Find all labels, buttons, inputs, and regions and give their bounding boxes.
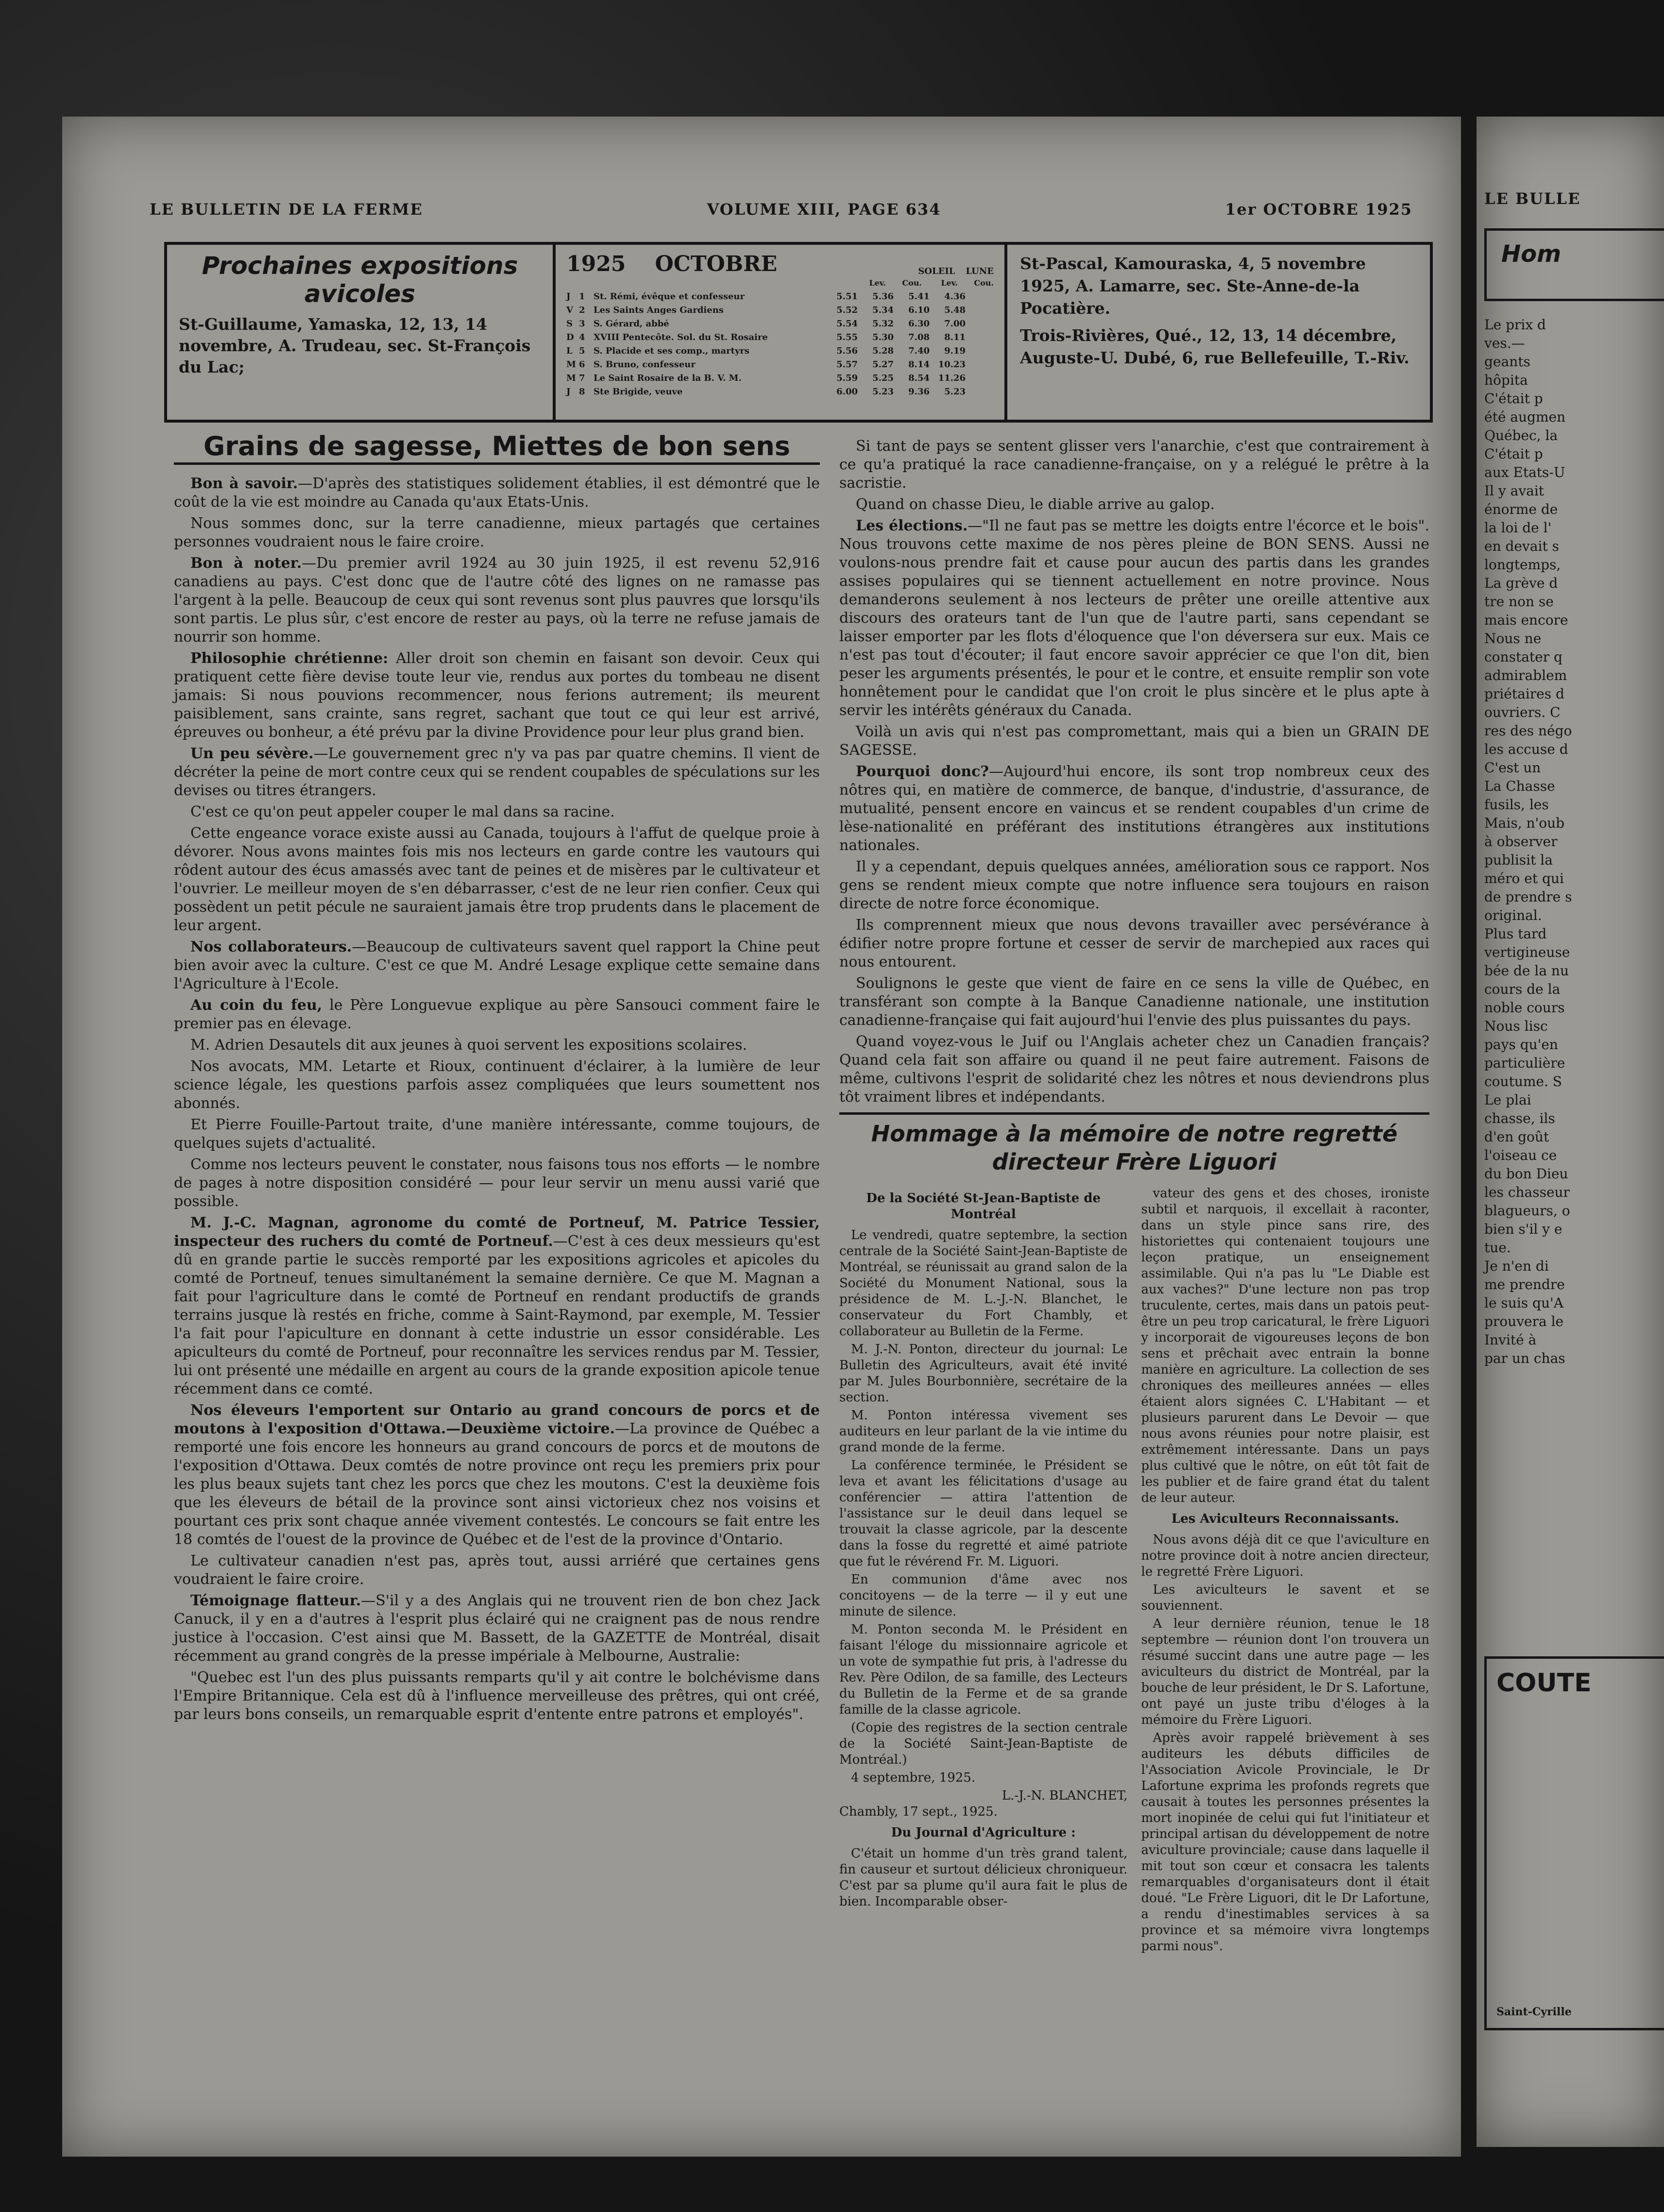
left-paragraph-text: Comme nos lecteurs peuvent le constater, nous faisons tous nos efforts — le nombre de pages à notre disposition considéré — pour leur servir un menu aussi varié que possible. — [174, 1156, 820, 1210]
right-paragraphs — [839, 437, 1429, 1106]
calendar-cell: 5.52 — [836, 305, 858, 315]
left-paragraph-lead: Bon à noter. — [190, 555, 302, 572]
exhibitions-box — [164, 242, 1433, 423]
ssjb-paragraphs — [839, 1227, 1128, 1786]
calendar-cell: Ste Brigide, veuve — [594, 387, 683, 397]
adjacent-line: blagueurs, o — [1484, 1203, 1570, 1219]
hommage-title: Hommage à la mémoire de notre regretté directeur Frère Liguori — [871, 1121, 1398, 1175]
left-paragraph-lead: Nos collaborateurs. — [190, 938, 352, 955]
calendar-cell: M — [566, 359, 576, 370]
adjacent-line: Le prix d — [1484, 317, 1546, 333]
adjacent-line: énorme de — [1484, 501, 1558, 517]
calendar-cell: 5.28 — [872, 346, 894, 356]
adjacent-line: méro et qui — [1484, 870, 1564, 886]
adjacent-ad-head: COUTE — [1496, 1668, 1592, 1698]
calendar-cell: 6.10 — [908, 305, 930, 315]
calendar-row — [566, 317, 994, 331]
adjacent-line: chasse, ils — [1484, 1110, 1555, 1126]
right-paragraph-text: Ils comprennent mieux que nous devons travailler avec persévérance à édifier notre propre fortune et cesser de servir de marchepied aux races qui nous entourent. — [839, 917, 1429, 970]
left-paragraph-lead: Témoignage flatteur. — [190, 1592, 361, 1609]
calendar-cell: 5.25 — [872, 373, 894, 383]
left-paragraph — [174, 1057, 820, 1113]
left-paragraph — [174, 1036, 820, 1055]
calendar-row — [566, 290, 994, 304]
adjacent-line: d'en goût — [1484, 1129, 1549, 1145]
adjacent-line: Mais, n'oub — [1484, 815, 1565, 831]
left-paragraph — [174, 996, 820, 1033]
calendar-cell: D — [566, 332, 574, 342]
rise-label: Lev. — [941, 278, 958, 288]
left-paragraph — [174, 649, 820, 742]
adjacent-line: coutume. S — [1484, 1073, 1562, 1089]
adjacent-line: l'oiseau ce — [1484, 1147, 1557, 1163]
calendar-cell: 8.11 — [944, 332, 966, 342]
left-paragraph-text: M. Adrien Desautels dit aux jeunes à quoi servent les expositions scolaires. — [190, 1037, 747, 1054]
adjacent-line: Nous lisc — [1484, 1018, 1548, 1034]
left-paragraph — [174, 1668, 820, 1724]
left-paragraph-lead: Nos éleveurs l'emportent sur Ontario au grand concours de porcs et de moutons à l'exposition d'Ottawa.—Deuxième victoire. — [174, 1402, 820, 1437]
right-paragraph — [839, 1033, 1429, 1106]
right-paragraph-text: —"Il ne faut pas se mettre les doigts entre l'écorce et le bois". Nous trouvons cette maxime de nos pères pleine de BON SENS. Aussi ne voulons-nous prendre fait et cause pour aucun des partis dans les grandes assises populaires qui se tiennent actuellement en notre province. Nous demanderons seulement à nos lecteurs de prêter une oreille attentive aux discours des orateurs tant de l'un que de l'autre parti, sans cependant se laisser emporter par les flots d'éloquence que l'on déversera sur eux. Mais ce n'est pas tout d'écouter; il faut encore savoir apprécier ce que l'on dit, bien peser les arguments présentés, le pour et le contre, et ensuite remplir son vote honnêtement pour le candidat que l'on croit le plus sincère et le plus apte à servir les intérêts généraux du Canada. — [839, 517, 1429, 719]
ssjb-paragraph: M. J.-N. Ponton, directeur du journal: Le Bulletin des Agriculteurs, avait été invité par M. Jules Bourbonnière, secrétaire de la section. — [839, 1342, 1128, 1405]
left-paragraph-text: Aller droit son chemin en faisant son devoir. Ceux qui pratiquent cette fière devise toute leur vie, rendus aux portes du tombeau ne disent jamais: Si nous pouvions recommencer, nous ferions autrement; ils meurent paisiblement, sans crainte, sans regret, sachant que tout ce qui leur est arrivé, épreuves ou bonheur, a été prévu par la divine Providence pour leur plus grand bien. — [174, 650, 820, 741]
right-paragraph-text: Soulignons le geste que vient de faire en ce sens la ville de Québec, en transférant son compte à la Banque Canadienne nationale, une institution canadienne-française qui fait aujourd'hui l'envie des plus puissantes du pays. — [839, 975, 1429, 1029]
calendar-row — [566, 385, 994, 399]
left-paragraph-text: —Du premier avril 1924 au 30 juin 1925, il est revenu 52,916 canadiens au pays. C'est donc que de l'autre côté des lignes on ne ramasse pas l'argent à la pelle. Beaucoup de ceux qui sont revenus sont plus pauvres que lorsqu'ils sont partis. Le plus sûr, c'est encore de rester au pays, où la terre ne refuse jamais de nourrir son homme. — [174, 555, 820, 646]
set-label: Cou. — [902, 278, 922, 288]
aviculteurs-paragraphs — [1141, 1532, 1430, 1955]
left-paragraph-text: Et Pierre Fouille-Partout traite, d'une manière intéressante, comme toujours, de quelques sujets d'actualité. — [174, 1116, 820, 1152]
rise-label: Lev. — [869, 278, 886, 288]
adjacent-ad-foot: Saint-Cyrille — [1496, 2006, 1572, 2018]
section-rule — [839, 1112, 1429, 1115]
left-paragraph-text: le Père Longuevue explique au père Sansouci comment faire le premier pas en élevage. — [174, 997, 820, 1032]
calendar-cell: 4.36 — [944, 291, 966, 302]
observer-paragraph: vateur des gens et des choses, ironiste subtil et narquois, il excellait à raconter, dans un style pince sans rire, des historiettes qui contenaient toujours une leçon pratique, un enseignement assimilable. Qui n'a pas lu "Le Diable est aux vaches?" D'une lecture non pas trop truculente, certes, mais dans un patois peut-être un peu trop caricatural, le frère Liguori y incorporait de vigoureuses leçons de bon sens et prêchait avec entrain la bonne manière en agriculture. La collection de ses chroniques des meilleures années — elles étaient alors signées C. L'Habitant — et plusieurs parurent dans Le Devoir — que nous avons réunies pour notre plaisir, est extrêmement intéressante. Dans un pays plus cultivé que le nôtre, on eût tôt fait de les publier et de faire grand état du talent de leur auteur. — [1141, 1186, 1429, 1505]
left-paragraph — [174, 803, 820, 821]
adjacent-line: bée de la nu — [1484, 963, 1569, 979]
adjacent-line: Le plai — [1484, 1092, 1531, 1108]
calendar-cell: 5.41 — [908, 291, 930, 302]
calendar-columns — [918, 252, 994, 276]
calendar-cell: St. Rémi, évêque et confesseur — [594, 291, 745, 302]
calendar-cell: 8.54 — [908, 373, 930, 383]
ssjb-paragraph: La conférence terminée, le Président se leva et avant les félicitations d'usage au conférencier — attira l'attention de l'assistance sur le deuil dans lequel se trouvait la classe agricole, par la descente dans la fosse du regretté et aimé patriote que fut le révérend Fr. M. Liguori. — [839, 1458, 1128, 1569]
adjacent-line: de prendre s — [1484, 889, 1572, 905]
aviculteurs-paragraph: Après avoir rappelé brièvement à ses auditeurs les débuts difficiles de l'Association Avicole Provinciale, le Dr Lafortune exprima les profonds regrets que causait à toutes les personnes présentes la mort inopinée de celui qui fut l'initiateur et principal artisan du développement de notre aviculture provinciale; cause dans laquelle il mit tout son cœur et consacra les talents remarquables d'organisateurs dont il était doué. "Le Frère Liguori, dit le Dr Lafortune, a rendu d'inestimables services à sa province et sa mémoire vivra longtemps parmi nous". — [1141, 1731, 1429, 1954]
adjacent-line: La grève d — [1484, 575, 1558, 591]
calendar-row — [566, 331, 994, 344]
calendar-cell: S. Bruno, confesseur — [594, 359, 696, 370]
left-paragraph-text: —Le gouvernement grec n'y va pas par quatre chemins. Il vient de décréter la peine de mort contre ceux qui se rendent coupables de spéculations sur les devises ou titres étrangers. — [174, 745, 820, 799]
left-paragraph-lead: M. J.-C. Magnan, agronome du comté de Portneuf, M. Patrice Tessier, inspecteur des ruchers du comté de Portneuf. — [174, 1214, 820, 1250]
calendar-row — [566, 358, 994, 372]
right-paragraph — [839, 723, 1429, 760]
exhibition-trois-rivieres: Trois-Rivières, Qué., 12, 13, 14 décembre, Auguste-U. Dubé, 6, rue Bellefeuille, T.-Riv. — [1020, 326, 1409, 367]
adjacent-line: le suis qu'A — [1484, 1295, 1563, 1311]
aviculteurs-heading: Les Aviculteurs Reconnaissants. — [1171, 1512, 1399, 1526]
right-paragraph-text: Si tant de pays se sentent glisser vers l'anarchie, c'est que contrairement à ce qu'a pratiqué la race canadienne-française, on y a relégué le prêtre à la sacristie. — [839, 438, 1429, 492]
left-paragraph-lead: Un peu sévère. — [190, 745, 314, 762]
hommage-left — [839, 1186, 1128, 1957]
left-paragraph-text: Cette engeance vorace existe aussi au Canada, toujours à l'affut de quelque proie à dévorer. Nous avons maintes fois mis nos lecteurs en garde contre les vautours qui rôdent autour des écus amassés avec tant de peines et de misères par le cultivateur et l'ouvrier. Le meilleur moyen de s'en débarrasser, c'est de ne leur rien confier. Ceux qui possèdent un petit pécule ne sauraient jamais être trop prudents dans le placement de leur argent. — [174, 825, 820, 934]
calendar-cell: Le Saint Rosaire de la B. V. M. — [594, 373, 742, 383]
adjacent-line: C'était p — [1484, 391, 1543, 407]
left-paragraph — [174, 475, 820, 511]
adjacent-line: en devait s — [1484, 538, 1559, 554]
left-paragraph-text: Nos avocats, MM. Letarte et Rioux, continuent d'éclairer, à la lumière de leur science légale, les questions parfois assez compliquées que leurs soumettent nos abonnés. — [174, 1058, 820, 1112]
ssjb-paragraph: (Copie des registres de la section centrale de la Société Saint-Jean-Baptiste de Montréal.) — [839, 1720, 1128, 1767]
calendar-row — [566, 372, 994, 385]
calendar-cell: 3 — [579, 319, 585, 329]
left-paragraph-text: —La province de Québec a remporté une fois encore les honneurs au grand concours de porcs et de moutons de l'exposition d'Ottawa. Deux comtés de notre province ont reçu les premiers prix pour les plus beaux sujets tant chez les porcs que chez les moutons. C'est la deuxième fois que les éleveurs de bétail de la province sont ainsi victorieux chez nos voisins et pourtant ces prix sont chaque année vivement contestés. Le concours se fait entre les 18 comtés de l'ouest de la province de Québec et de l'est de la province d'Ontario. — [174, 1420, 820, 1548]
hommage-body — [839, 1186, 1429, 1957]
calendar-cell: L — [566, 346, 573, 356]
adjacent-line: longtemps, — [1484, 557, 1561, 573]
right-paragraph-text: —Aujourd'hui encore, ils sont trop nombreux ceux des nôtres qui, en matière de commerce, de banque, d'industrie, d'assurance, de mutualité, pensent encore en vaincus et se rendent coupables d'un crime de lèse-nationalité en préférant des institutions étrangères aux institutions nationales. — [839, 763, 1429, 854]
left-paragraph — [174, 938, 820, 993]
adjacent-line: à observer — [1484, 834, 1558, 850]
adjacent-line: Il y avait — [1484, 483, 1545, 499]
ssjb-paragraph: M. Ponton seconda M. le Président en faisant l'éloge du missionnaire agricole et un vote de sympathie fut pris, à l'adresse du Rev. Père Odilon, de sa famille, des Lecteurs du Bulletin de la Ferme et de sa grande famille de la classe agricole. — [839, 1622, 1128, 1717]
calendar-cell: 5.32 — [872, 319, 894, 329]
calendar-cell: 5.30 — [872, 332, 894, 342]
calendar-cell: 5.34 — [872, 305, 894, 315]
calendar-cell: 5.27 — [872, 359, 894, 370]
left-paragraph-text: Nous sommes donc, sur la terre canadienne, mieux partagés que certaines personnes voudraient nous le faire croire. — [174, 515, 820, 550]
right-paragraph — [839, 495, 1429, 514]
calendar-cell: 6.00 — [836, 387, 858, 397]
calendar-cell: 11.26 — [938, 373, 966, 383]
left-paragraph — [174, 745, 820, 800]
newspaper-page — [62, 117, 1461, 2157]
calendar-cell: J — [566, 387, 571, 397]
calendar-cell: 5.57 — [836, 359, 858, 370]
left-paragraph-text: Le cultivateur canadien n'est pas, après tout, aussi arriéré que certaines gens voudraient le faire croire. — [174, 1552, 820, 1588]
right-paragraph-lead: Les élections. — [856, 517, 968, 534]
ssjb-heading: De la Société St-Jean-Baptiste de Montréal — [866, 1191, 1101, 1222]
exhibitions-title: Prochaines expositions avicoles — [202, 252, 518, 308]
adjacent-line: les chasseur — [1484, 1184, 1570, 1200]
calendar-cell: J — [566, 291, 571, 302]
calendar-cell: XVIII Pentecôte. Sol. du St. Rosaire — [594, 332, 768, 342]
adjacent-line: admirablem — [1484, 667, 1567, 683]
adjacent-line: tre non se — [1484, 594, 1554, 610]
adjacent-line: Nous ne — [1484, 630, 1542, 647]
adjacent-ad — [1484, 1656, 1664, 2030]
adjacent-line: me prendre — [1484, 1276, 1565, 1293]
calendar-cell: 5 — [579, 346, 585, 356]
exhibitions-left — [167, 245, 556, 420]
adjacent-line: fusils, les — [1484, 797, 1549, 813]
adjacent-line: été augmen — [1484, 409, 1566, 425]
right-paragraph-text: Quand voyez-vous le Juif ou l'Anglais acheter chez un Canadien français? Quand cela fait son affaire ou quand il ne peut faire autrement. Faisons de même, cultivons l'esprit de solidarité chez les nôtres et nous deviendrons plus tôt vraiment libres et indépendants. — [839, 1033, 1429, 1106]
calendar-cell: Les Saints Anges Gardiens — [594, 305, 724, 315]
left-paragraph — [174, 1116, 820, 1153]
adjacent-line: ves.— — [1484, 335, 1525, 351]
journal-heading: Du Journal d'Agriculture : — [891, 1825, 1076, 1840]
calendar-cell: 8 — [579, 387, 585, 397]
running-head-left: LE BULLETIN DE LA FERME — [150, 200, 423, 219]
left-paragraph — [174, 824, 820, 935]
adjacent-line: bien s'il y e — [1484, 1221, 1562, 1237]
calendar-year: 1925 — [566, 252, 626, 276]
calendar-month: OCTOBRE — [655, 252, 778, 276]
left-paragraph-text: —D'après des statistiques solidement établies, il est démontré que le coût de la vie est moindre au Canada qu'aux Etats-Unis. — [174, 475, 820, 510]
calendar-cell: 9.19 — [944, 346, 966, 356]
right-paragraph — [839, 916, 1429, 971]
adjacent-line: constater q — [1484, 649, 1562, 665]
dateline: Chambly, 17 sept., 1925. — [839, 1804, 998, 1819]
calendar-cell: 5.59 — [836, 373, 858, 383]
adjacent-line: Invité à — [1484, 1332, 1537, 1348]
adjacent-line: particulière — [1484, 1055, 1565, 1071]
calendar-cell: 9.36 — [908, 387, 930, 397]
right-paragraph — [839, 517, 1429, 720]
left-paragraph-text: —S'il y a des Anglais qui ne trouvent rien de bon chez Jack Canuck, il y en a d'autres à l'esprit plus éclairé qui ne craignent pas de nous rendre justice à l'occasion. C'est ainsi que M. Bassett, de la GAZETTE de Montréal, disait récemment au grand congrès de la presse impériale à Melbourne, Australie: — [174, 1592, 820, 1665]
adjacent-line: vertigineuse — [1484, 944, 1570, 960]
aviculteurs-paragraph: Nous avons déjà dit ce que l'aviculture en notre province doit à notre ancien directeur, le regretté Frère Liguori. — [1141, 1532, 1429, 1579]
adjacent-line: ouvriers. C — [1484, 704, 1561, 720]
calendar-cell: 5.36 — [872, 291, 894, 302]
left-paragraph — [174, 514, 820, 551]
calendar-cell: S. Placide et ses comp., martyrs — [594, 346, 750, 356]
calendar-cell: 5.48 — [944, 305, 966, 315]
right-paragraph — [839, 763, 1429, 855]
observer-paragraphs — [1141, 1186, 1430, 1506]
adjacent-line: Plus tard — [1484, 926, 1547, 942]
adjacent-line: C'était p — [1484, 446, 1543, 462]
ssjb-paragraph: Le vendredi, quatre septembre, la section centrale de la Société Saint-Jean-Baptiste de Montréal, se réunissait au grand salon de la Société du Monument National, sous la présidence de M. L.-J.-N. Blanchet, le conservateur du Fort Chambly, et collaborateur au Bulletin de la Ferme. — [839, 1228, 1128, 1339]
running-head-right: 1er OCTOBRE 1925 — [1225, 200, 1412, 219]
calendar-cell: V — [566, 305, 573, 315]
grains-headline: Grains de sagesse, Miettes de bon sens — [174, 437, 820, 465]
calendar-cell: 5.56 — [836, 346, 858, 356]
adjacent-line: La Chasse — [1484, 778, 1555, 794]
calendar-cell: 5.23 — [872, 387, 894, 397]
adjacent-line: noble cours — [1484, 1000, 1565, 1016]
calendar-cell: 7 — [579, 373, 585, 383]
exhibitions-left-text: St-Guillaume, Yamaska, 12, 13, 14 novembre, A. Trudeau, sec. St-François du Lac; — [179, 315, 531, 376]
calendar-cell: 5.54 — [836, 319, 858, 329]
adjacent-line: mais encore — [1484, 612, 1568, 628]
right-paragraph — [839, 974, 1429, 1030]
right-paragraph-lead: Pourquoi donc? — [856, 763, 989, 780]
calendar-cell: 6 — [579, 359, 585, 370]
hommage-right — [1141, 1186, 1430, 1957]
left-column — [174, 431, 820, 1727]
calendar-cell: 7.00 — [944, 319, 966, 329]
adjacent-line: aux Etats-U — [1484, 464, 1565, 480]
adjacent-line: res des négo — [1484, 723, 1572, 739]
calendar-row — [566, 344, 994, 358]
left-paragraph-text: —C'est à ces deux messieurs qu'est dû en grande partie le succès remporté par les expositions agricoles et apicoles du comté de Portneuf, tenues simultanément la semaine dernière. Ce que M. Magnan a fait pour l'agriculture dans le comté de Portneuf en rendant productifs de grands terrains jusque là restés en friche, comme à Saint-Raymond, par exemple, M. Tessier l'a fait pour l'apiculture en donnant à cette industrie un essor considérable. Les apiculteurs du comté de Portneuf, pour reconnaître les services rendus par M. Tessier, lui ont présenté une médaille en argent au cours de la grande exposition apicole tenue récemment dans ce comté. — [174, 1233, 820, 1397]
calendar-cell: 8.14 — [908, 359, 930, 370]
set-label: Cou. — [974, 278, 994, 288]
adjacent-line: geants — [1484, 354, 1530, 370]
right-paragraph-text: Voilà un avis qui n'est pas compromettant, mais qui a bien un GRAIN DE SAGESSE. — [839, 723, 1429, 759]
left-paragraph — [174, 1214, 820, 1398]
ssjb-paragraph: En communion d'âme avec nos concitoyens — de la terre — il y eut une minute de silence. — [839, 1572, 1128, 1619]
running-head-center: VOLUME XIII, PAGE 634 — [707, 200, 941, 219]
adjacent-line: prouvera le — [1484, 1313, 1564, 1329]
adjacent-line: les accuse d — [1484, 741, 1568, 757]
right-paragraph-text: Il y a cependant, depuis quelques années, amélioration sous ce rapport. Nos gens se rendent mieux compte que notre influence sera toujours en raison directe de notre force économique. — [839, 858, 1429, 912]
left-paragraph — [174, 1156, 820, 1211]
calendar-cell: S. Gérard, abbé — [594, 319, 669, 329]
adjacent-line: Québec, la — [1484, 427, 1558, 443]
left-paragraph — [174, 1401, 820, 1549]
running-head — [150, 200, 1412, 227]
calendar-cell: M — [566, 373, 576, 383]
adjacent-line: la loi de l' — [1484, 520, 1552, 536]
signature: L.-J.-N. BLANCHET, — [1002, 1788, 1128, 1803]
adjacent-running-head: LE BULLE — [1484, 189, 1581, 208]
adjacent-line: du bon Dieu — [1484, 1166, 1568, 1182]
aviculteurs-paragraph: Les aviculteurs le savent et se souviennent. — [1141, 1582, 1429, 1613]
adjacent-text — [1484, 316, 1659, 1368]
left-paragraph-text: —Beaucoup de cultivateurs savent quel rapport la Chine peut bien avoir avec la culture. C'est ce que M. André Lesage explique cette semaine dans l'Agriculture à l'Ecole. — [174, 938, 820, 992]
calendar-header — [566, 252, 994, 276]
calendar-cell: 4 — [579, 332, 585, 342]
adjacent-box: Hom — [1484, 228, 1664, 301]
sun-label: SOLEIL — [918, 266, 955, 276]
adjacent-line: publisit la — [1484, 852, 1553, 868]
right-column — [839, 437, 1429, 1957]
calendar — [556, 245, 1007, 420]
left-paragraph-text: "Quebec est l'un des plus puissants remparts qu'il y ait contre le bolchévisme dans l'Empire Britannique. Cela est dû à l'influence merveilleuse des prêtres, qui ont créé, par leurs bons conseils, un remarquable esprit d'entente entre patrons et employés". — [174, 1669, 820, 1723]
adjacent-line: pays qu'en — [1484, 1037, 1558, 1053]
right-paragraph — [839, 437, 1429, 493]
ssjb-paragraph: M. Ponton intéressa vivement ses auditeurs en leur parlant de la vie intime du grand monde de la ferme. — [839, 1408, 1128, 1455]
left-paragraph-text: C'est ce qu'on peut appeler couper le mal dans sa racine. — [190, 803, 615, 820]
calendar-subheader — [566, 276, 994, 290]
calendar-cell: 5.51 — [836, 291, 858, 302]
ssjb-paragraph: 4 septembre, 1925. — [851, 1770, 976, 1785]
left-paragraph — [174, 554, 820, 647]
adjacent-line: hôpita — [1484, 372, 1528, 388]
left-paragraphs — [174, 475, 820, 1724]
adjacent-page — [1477, 117, 1664, 2147]
exhibition-saint-pascal: St-Pascal, Kamouraska, 4, 5 novembre 1925, A. Lamarre, sec. Ste-Anne-de-la Pocatière. — [1020, 254, 1366, 318]
left-paragraph — [174, 1592, 820, 1666]
exhibitions-right — [1007, 245, 1430, 420]
calendar-rows — [566, 290, 994, 399]
adjacent-line: tue. — [1484, 1240, 1511, 1256]
adjacent-line: original. — [1484, 907, 1542, 923]
calendar-cell: 2 — [579, 305, 585, 315]
left-paragraph-lead: Au coin du feu, — [190, 997, 323, 1014]
adjacent-line: cours de la — [1484, 981, 1561, 997]
calendar-cell: 7.08 — [908, 332, 930, 342]
calendar-cell: 6.30 — [908, 319, 930, 329]
left-paragraph — [174, 1552, 820, 1589]
calendar-cell: 7.40 — [908, 346, 930, 356]
adjacent-line: par un chas — [1484, 1350, 1565, 1366]
right-paragraph-text: Quand on chasse Dieu, le diable arrive au galop. — [856, 496, 1215, 513]
calendar-cell: 1 — [579, 291, 585, 302]
right-paragraph — [839, 858, 1429, 913]
adjacent-line: priétaires d — [1484, 686, 1564, 702]
left-paragraph-lead: Philosophie chrétienne: — [190, 650, 389, 667]
journal-paragraph: C'était un homme d'un très grand talent, fin causeur et surtout délicieux chroniqueur. C'est par sa plume qu'il aura fait le plus de bien. Incomparable obser- — [839, 1846, 1128, 1909]
adjacent-line: C'est un — [1484, 760, 1541, 776]
calendar-cell: S — [566, 319, 573, 329]
calendar-row — [566, 304, 994, 317]
calendar-cell: 5.23 — [944, 387, 966, 397]
moon-label: LUNE — [966, 266, 994, 276]
calendar-cell: 10.23 — [938, 359, 966, 370]
calendar-cell: 5.55 — [836, 332, 858, 342]
aviculteurs-paragraph: A leur dernière réunion, tenue le 18 septembre — réunion dont l'on trouvera un résumé succint dans une autre page — les aviculteurs du district de Montréal, par la bouche de leur président, le Dr S. Lafortune, ont payé un juste tribu d'éloges à la mémoire du Frère Liguori. — [1141, 1616, 1429, 1727]
adjacent-line: Je n'en di — [1484, 1258, 1549, 1274]
left-paragraph-lead: Bon à savoir. — [190, 475, 298, 492]
